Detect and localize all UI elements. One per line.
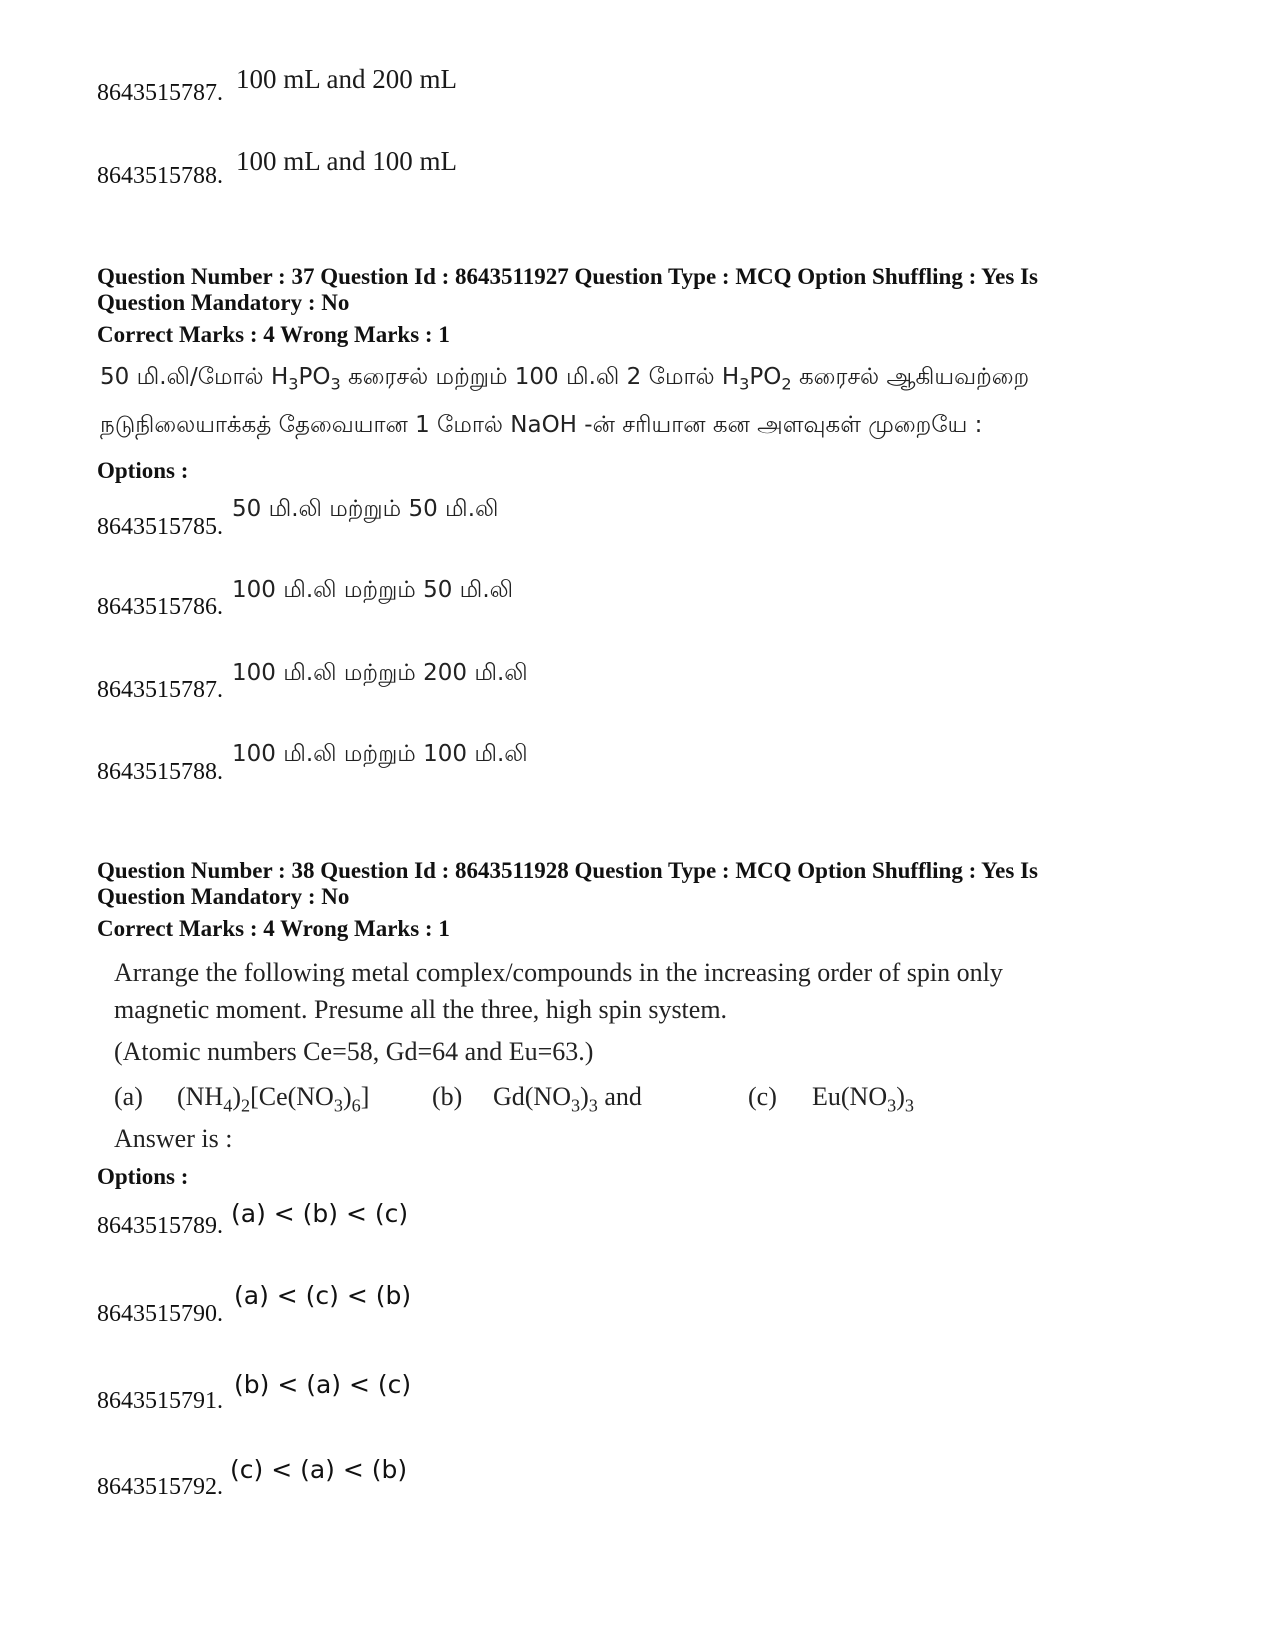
subscript: 3 xyxy=(739,374,750,394)
q38-item-a-formula xyxy=(177,1082,370,1116)
option-text: 100 மி.லி மற்றும் 200 மி.லி xyxy=(232,660,528,686)
q37-header-line1: Question Number : 37 Question Id : 8643511927 Question Type : MCQ Option Shuffling : Yes Is xyxy=(97,264,1038,289)
subscript: 3 xyxy=(571,1095,581,1116)
option-id: 8643515789. xyxy=(97,1213,223,1239)
subscript: 6 xyxy=(351,1095,361,1116)
option-text: (b) < (a) < (c) xyxy=(234,1370,412,1399)
q37-options-label: Options : xyxy=(97,458,189,483)
q38-item-c-formula xyxy=(812,1082,914,1116)
subscript: 3 xyxy=(333,1095,343,1116)
formula-part: and xyxy=(597,1082,642,1111)
option-text: 50 மி.லி மற்றும் 50 மி.லி xyxy=(232,496,499,522)
stem-part: கரைசல் ஆகியவற்றை xyxy=(791,364,1030,390)
option-id: 8643515785. xyxy=(97,514,223,540)
q38-stem-line2: magnetic moment. Presume all the three, high spin system. xyxy=(114,995,728,1024)
formula-part: (NH xyxy=(177,1082,224,1111)
option-text: 100 மி.லி மற்றும் 50 மி.லி xyxy=(232,577,514,603)
stem-part: கரைசல் மற்றும் 100 மி.லி 2 மோல் H xyxy=(340,364,740,390)
subscript: 4 xyxy=(223,1095,233,1116)
q38-item-c-label: (c) xyxy=(748,1082,777,1111)
option-id: 8643515791. xyxy=(97,1388,223,1414)
option-id: 8643515788. xyxy=(97,759,223,785)
option-text: (c) < (a) < (b) xyxy=(230,1455,408,1484)
formula-part: ) xyxy=(580,1082,589,1111)
q38-stem-line1: Arrange the following metal complex/compounds in the increasing order of spin only xyxy=(114,958,1003,987)
option-id: 8643515786. xyxy=(97,594,223,620)
formula-part: ] xyxy=(360,1082,370,1111)
subscript: 2 xyxy=(781,374,792,394)
option-id: 8643515787. xyxy=(97,80,223,106)
stem-part: PO xyxy=(298,364,331,390)
option-text: 100 mL and 200 mL xyxy=(236,64,457,94)
subscript: 3 xyxy=(330,374,341,394)
formula-part: Gd(NO xyxy=(493,1082,571,1111)
option-text: 100 mL and 100 mL xyxy=(236,146,457,176)
option-id: 8643515790. xyxy=(97,1301,223,1327)
formula-part: [Ce(NO xyxy=(250,1082,334,1111)
stem-part: 50 மி.லி/மோல் H xyxy=(100,364,289,390)
q38-item-a-label: (a) xyxy=(114,1082,143,1111)
q38-marks: Correct Marks : 4 Wrong Marks : 1 xyxy=(97,916,450,941)
option-text: 100 மி.லி மற்றும் 100 மி.லி xyxy=(232,741,528,767)
q37-marks: Correct Marks : 4 Wrong Marks : 1 xyxy=(97,322,450,347)
q37-stem-line1 xyxy=(100,364,1029,393)
subscript: 2 xyxy=(240,1095,251,1116)
subscript: 3 xyxy=(288,374,299,394)
q38-header-line2: Question Mandatory : No xyxy=(97,884,350,909)
q38-item-b-formula xyxy=(493,1082,642,1116)
option-id: 8643515787. xyxy=(97,677,223,703)
subscript: 3 xyxy=(887,1095,897,1116)
q37-header-line2: Question Mandatory : No xyxy=(97,290,350,315)
subscript: 3 xyxy=(588,1095,598,1116)
formula-part: ) xyxy=(896,1082,905,1111)
formula-part: ) xyxy=(342,1082,352,1111)
formula-part: ) xyxy=(232,1082,241,1111)
option-id: 8643515792. xyxy=(97,1474,223,1500)
q38-answer-prompt: Answer is : xyxy=(114,1124,233,1153)
q38-options-label: Options : xyxy=(97,1164,189,1189)
option-text: (a) < (b) < (c) xyxy=(231,1199,409,1228)
q38-header-line1: Question Number : 38 Question Id : 8643511928 Question Type : MCQ Option Shuffling : Yes Is xyxy=(97,858,1038,883)
formula-part: Eu(NO xyxy=(812,1082,888,1111)
option-id: 8643515788. xyxy=(97,163,223,189)
q38-stem-line3: (Atomic numbers Ce=58, Gd=64 and Eu=63.) xyxy=(114,1037,594,1066)
q38-item-b-label: (b) xyxy=(432,1082,463,1111)
q37-stem-line2: நடுநிலையாக்கத் தேவையான 1 மோல் NaOH -ன் சரியான கன அளவுகள் முறையே : xyxy=(100,412,983,438)
option-text: (a) < (c) < (b) xyxy=(234,1281,412,1310)
stem-part: PO xyxy=(749,364,782,390)
subscript: 3 xyxy=(904,1095,914,1116)
